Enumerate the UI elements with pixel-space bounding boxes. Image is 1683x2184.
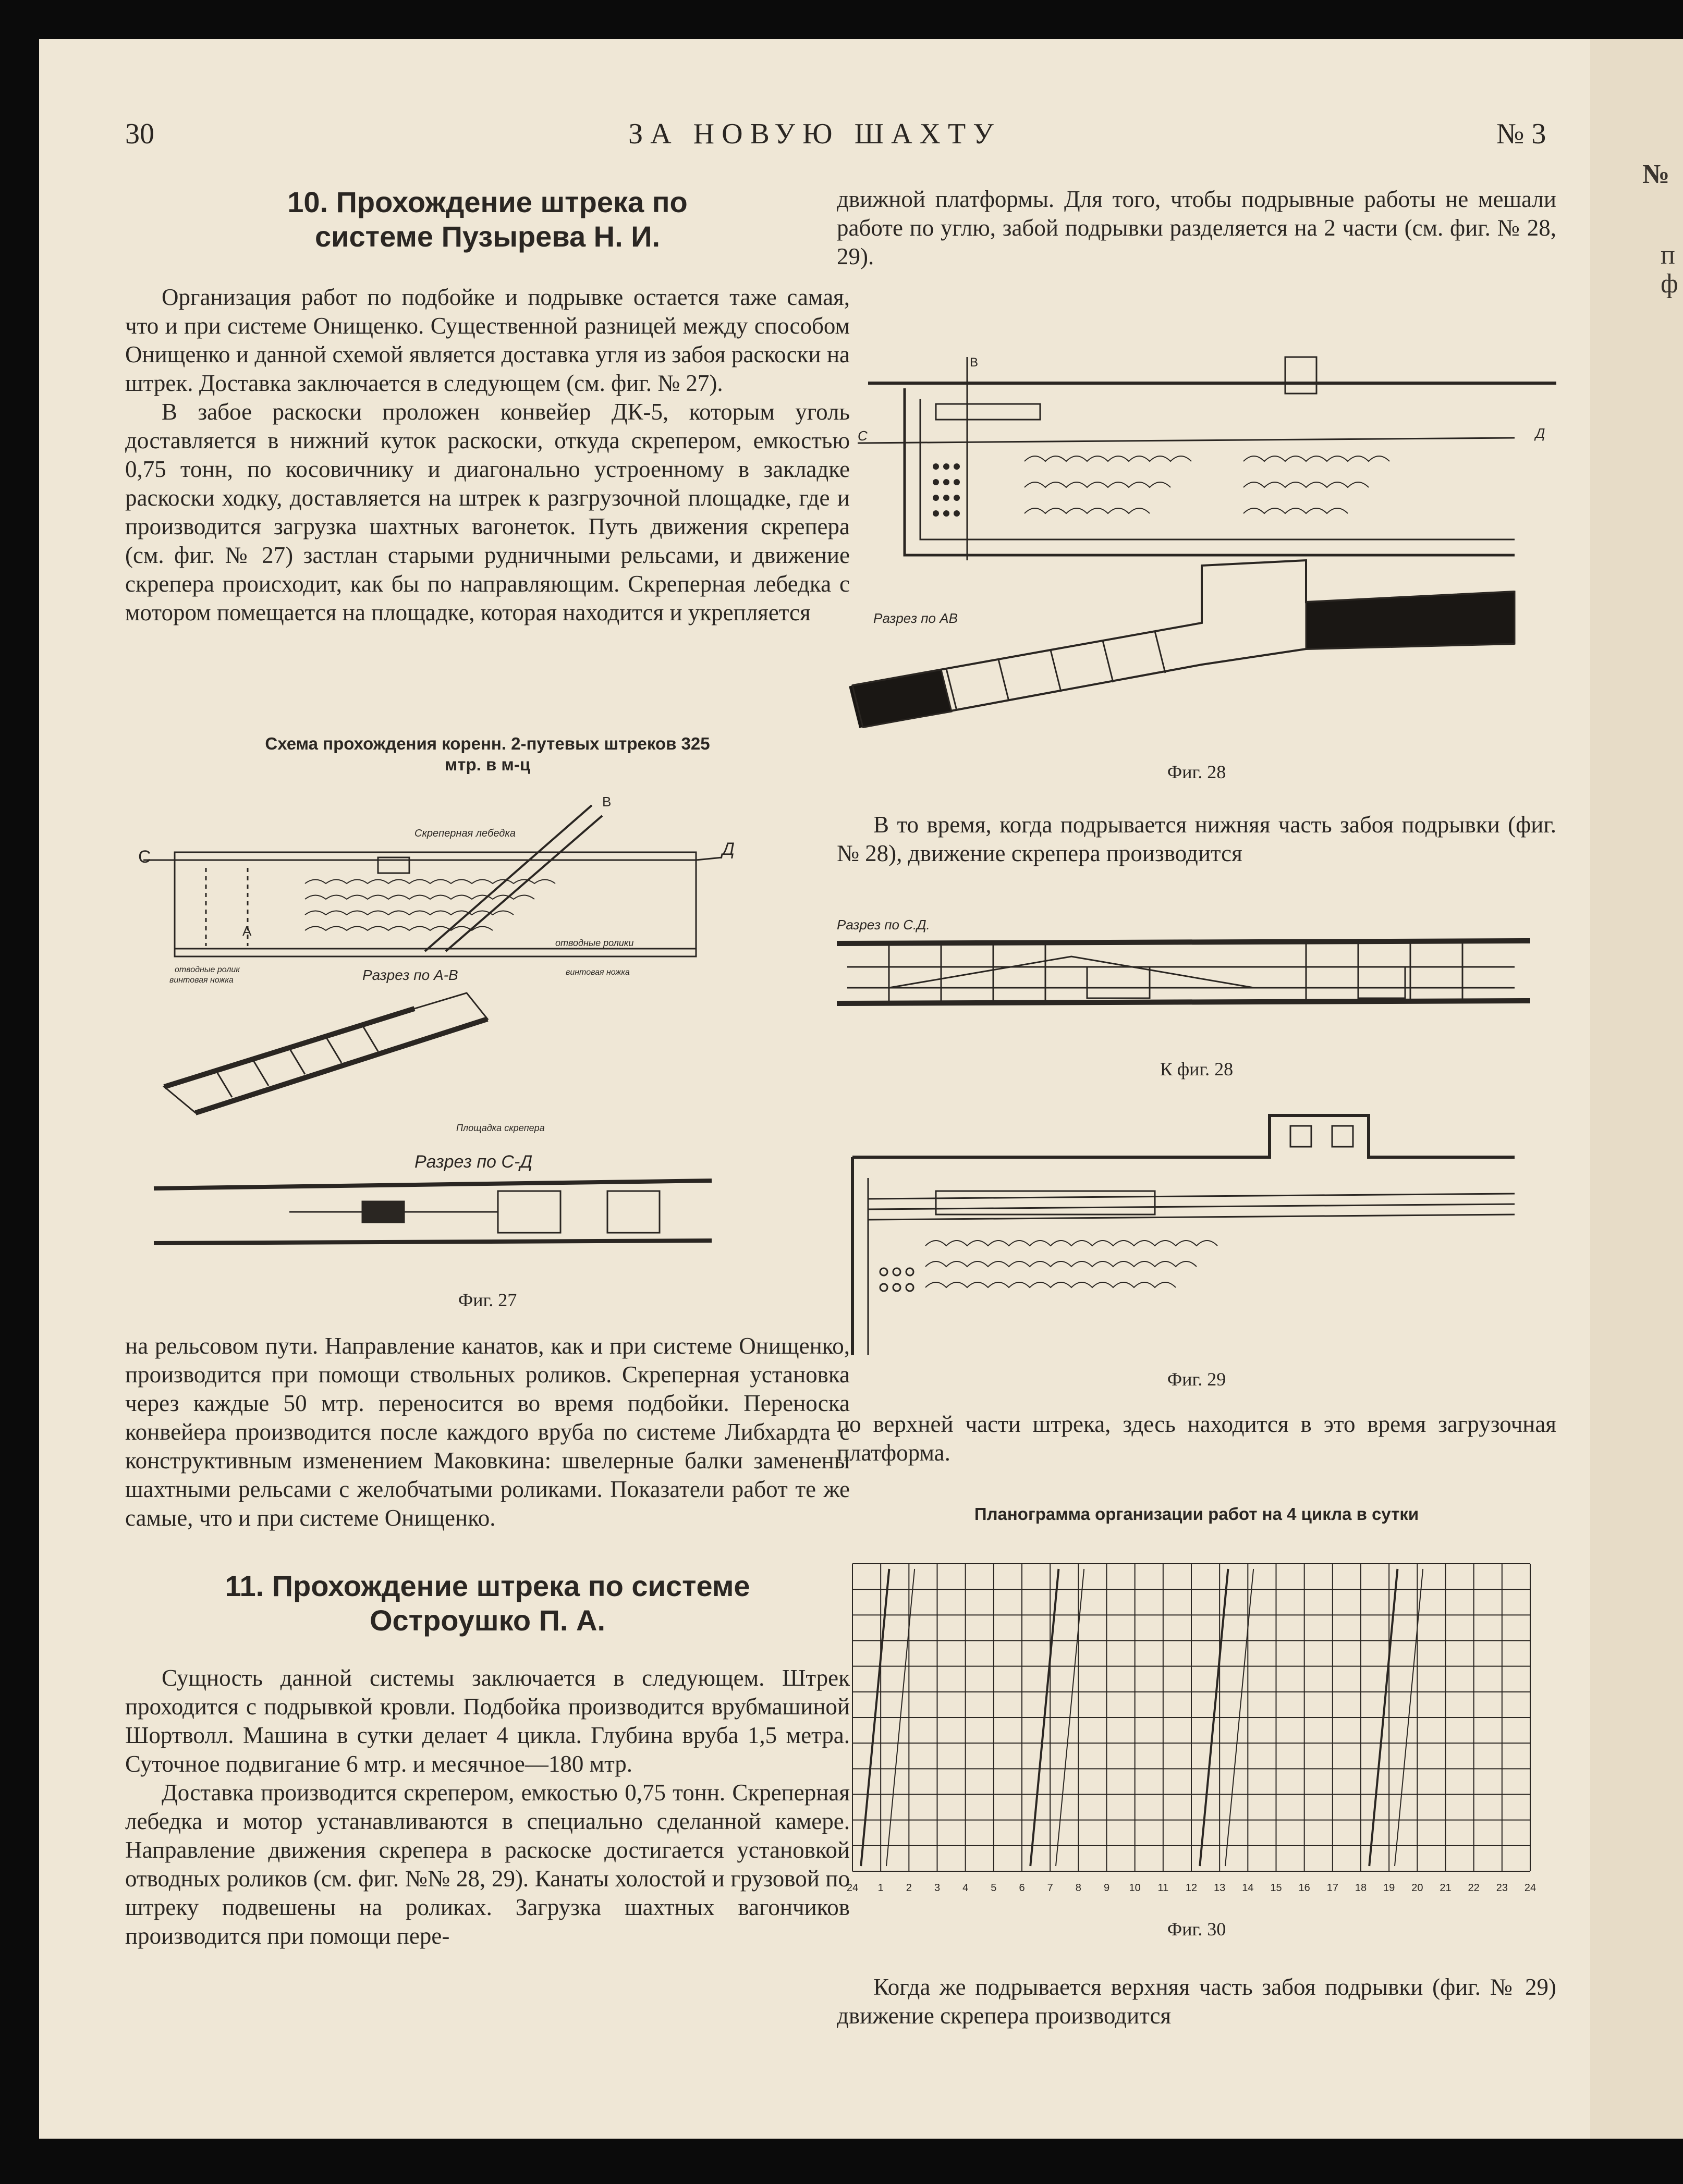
figure-28-caption: Фиг. 28 [1167, 762, 1226, 782]
fig27-label-winch: Скреперная лебедка [414, 828, 516, 839]
planogram-hour-label: 19 [1383, 1882, 1395, 1894]
right-paragraph-4: Когда же подрывается верхняя часть забоя подрывки (фиг. № 29) движение скрепера производится [837, 1974, 1556, 2029]
figure-27 [133, 795, 852, 1264]
planogram-hour-label: 24 [846, 1882, 859, 1894]
figure-30-caption: Фиг. 30 [1167, 1919, 1226, 1940]
figure-27-caption: Фиг. 27 [458, 1290, 517, 1310]
planogram-hour-label: 8 [1075, 1882, 1081, 1894]
planogram-hour-label: 14 [1242, 1882, 1254, 1894]
planogram-hour-label: 7 [1047, 1882, 1053, 1894]
fig27-label-c: С [138, 847, 151, 867]
right-column-lower [837, 1410, 1556, 1467]
right-column-bottom [837, 1973, 1556, 2030]
fig27-label-screw-jack-right: винтовая ножка [566, 968, 630, 977]
planogram-hour-label: 20 [1411, 1882, 1423, 1894]
planogram-hour-label: 21 [1440, 1882, 1452, 1894]
section-11-heading [125, 1569, 850, 1638]
scheme-title: Схема прохождения коренн. 2-путевых штреков 325 мтр. в м-ц [265, 734, 710, 774]
figure-29-caption: Фиг. 29 [1167, 1369, 1226, 1390]
planogram-hour-label: 9 [1103, 1882, 1110, 1894]
journal-page [39, 39, 1590, 2139]
planogram-hour-label: 10 [1129, 1882, 1141, 1894]
fig27-label-b: В [602, 795, 612, 809]
left-column [125, 185, 850, 627]
planogram-hour-label: 12 [1185, 1882, 1198, 1894]
section-11-paragraph-1: Сущность данной системы заключается в следующем. Штрек проходится с подрывкой кровли. Подбойка производится врубмашиной Шортволл. Машина в сутки делает 4 цикла. Глубина вруба 1,5 метра. Суточное подвигание 6 мтр. и месячное—180 мтр. [125, 1665, 850, 1777]
planogram-hour-label: 4 [962, 1882, 969, 1894]
section-10-heading [125, 185, 850, 254]
section-10-paragraph-2: В забое раскоски проложен конвейер ДК-5, которым уголь доставляется в нижний куток раскоски, откуда скрепером, емкостью 0,75 тонн, по косовичнику и диагонально устроенному в закладке раскоски ходку, доставляется на штрек к разгрузочной площадке, где и производится загрузка шахтных вагонеток. Путь движения скрепера (см. фиг. № 27) застлан старыми рудничными рельсами, и движение скрепера происходит, как бы по направляющим. Скреперная лебедка с мотором помещается на площадке, которая находится и укрепляется [125, 399, 850, 625]
right-column-middle [837, 811, 1556, 868]
figure-k28 [837, 910, 1556, 1029]
journal-title: ЗА НОВУЮ ШАХТУ [628, 118, 1001, 150]
planogram-hour-label: 22 [1468, 1882, 1480, 1894]
planogram-hour-label: 13 [1214, 1882, 1226, 1894]
section-10-paragraph-1: Организация работ по подбойке и подрывке остается таже самая, что и при системе Онищенко. Существенной разницей между способом Онищенко и данной схемой является доставка угля из забоя раскоски на штрек. Доставка заключается в следующем (см. фиг. № 27). [125, 284, 850, 396]
kfig28-label-section: Разрез по С.Д. [837, 917, 930, 933]
figure-27-drawing [133, 795, 852, 1264]
planogram-hour-label: 5 [991, 1882, 997, 1894]
fig28-label-section: Разрез по АВ [873, 610, 958, 626]
planogram-title: Планограмма организации работ на 4 цикла в сутки [974, 1504, 1419, 1524]
adjacent-page-fragment-top: № [1642, 159, 1670, 189]
figure-k28-caption: К фиг. 28 [1160, 1059, 1234, 1079]
adjacent-page-edge [1590, 39, 1683, 2139]
planogram-hour-label: 24 [1524, 1882, 1536, 1894]
figure-29-drawing [837, 1095, 1556, 1366]
figure-29 [837, 1095, 1556, 1366]
right-paragraph-2: В то время, когда подрывается нижняя часть забоя подрывки (фиг. № 28), движение скрепера производится [837, 812, 1556, 866]
section-11-paragraph-2: Доставка производится скрепером, емкостью 0,75 тонн. Скреперная лебедка и мотор устанавливаются в специально сделанной камере. Направление движения скрепера в раскоске достигается установкой отводных роликов (см. фиг. №№ 28, 29). Канаты холостой и грузовой по штреку подвешены на роликах. Загрузка шахтных вагончиков производится при помощи пере- [125, 1780, 850, 1949]
figure-30-drawing [842, 1559, 1556, 1903]
planogram-hour-label: 6 [1019, 1882, 1025, 1894]
figure-30 [842, 1559, 1556, 1903]
planogram-hour-label: 11 [1157, 1882, 1169, 1894]
right-paragraph-1: движной платформы. Для того, чтобы подрывные работы не мешали работе по углю, забой подрывки разделяется на 2 части (см. фиг. № 28, 29). [837, 186, 1556, 269]
planogram-hour-label: 16 [1298, 1882, 1310, 1894]
fig28-label-b: В [970, 355, 979, 370]
left-column-continued [125, 1332, 850, 1950]
page-number: 30 [125, 118, 154, 150]
section-10-paragraph-3: на рельсовом пути. Направление канатов, как и при системе Онищенко, производится при помощи ствольных роликов. Скреперная установка через каждые 50 мтр. переносится во время подбойки. Переноска конвейера производится после каждого вруба по системе Либхардта с конструктивным изменением Маковкина: швелерные балки заменены шахтными рельсами с желобчатыми роликами. Показатели работ те же самые, что и при системе Онищенко. [125, 1333, 850, 1531]
fig27-label-d: Д [722, 839, 735, 859]
right-paragraph-3: по верхней части штрека, здесь находится в это время загрузочная платформа. [837, 1411, 1556, 1466]
section-11-title: 11. Прохождение штрека по системе Остроушко П. А. [225, 1569, 750, 1637]
fig27-label-screw-jack-left: винтовая ножка [169, 976, 234, 985]
fig28-label-d: Д [1535, 425, 1545, 441]
scheme-title-block [164, 733, 811, 775]
figure-28 [837, 310, 1556, 738]
fig27-label-rollers: отводные ролики [555, 938, 634, 948]
fig27-label-section-cd: Разрез по С-Д [414, 1152, 533, 1172]
fig27-label-rollers-left: отводные ролик [175, 965, 240, 974]
fig28-label-c: С [858, 428, 868, 444]
fig27-label-section-ab: Разрез по А-В [362, 967, 458, 983]
planogram-hour-label: 2 [906, 1882, 912, 1894]
planogram-hour-label: 1 [877, 1882, 884, 1894]
planogram-hour-label: 17 [1326, 1882, 1338, 1894]
planogram-hour-label: 23 [1496, 1882, 1508, 1894]
planogram-hour-label: 3 [934, 1882, 941, 1894]
figure-k28-drawing [837, 910, 1556, 1029]
adjacent-page-fragment-1: п [1661, 240, 1675, 270]
section-10-title: 10. Прохождение штрека по системе Пузырева Н. И. [287, 186, 688, 253]
fig27-label-a: А [242, 923, 252, 939]
planogram-hour-label: 18 [1355, 1882, 1367, 1894]
adjacent-page-fragment-2: ф [1661, 269, 1678, 299]
fig27-label-platform: Площадка скрепера [456, 1123, 545, 1133]
issue-number: № 3 [1496, 118, 1546, 150]
figure-28-drawing [837, 310, 1556, 738]
right-column-top [837, 185, 1556, 271]
planogram-hour-label: 15 [1270, 1882, 1282, 1894]
